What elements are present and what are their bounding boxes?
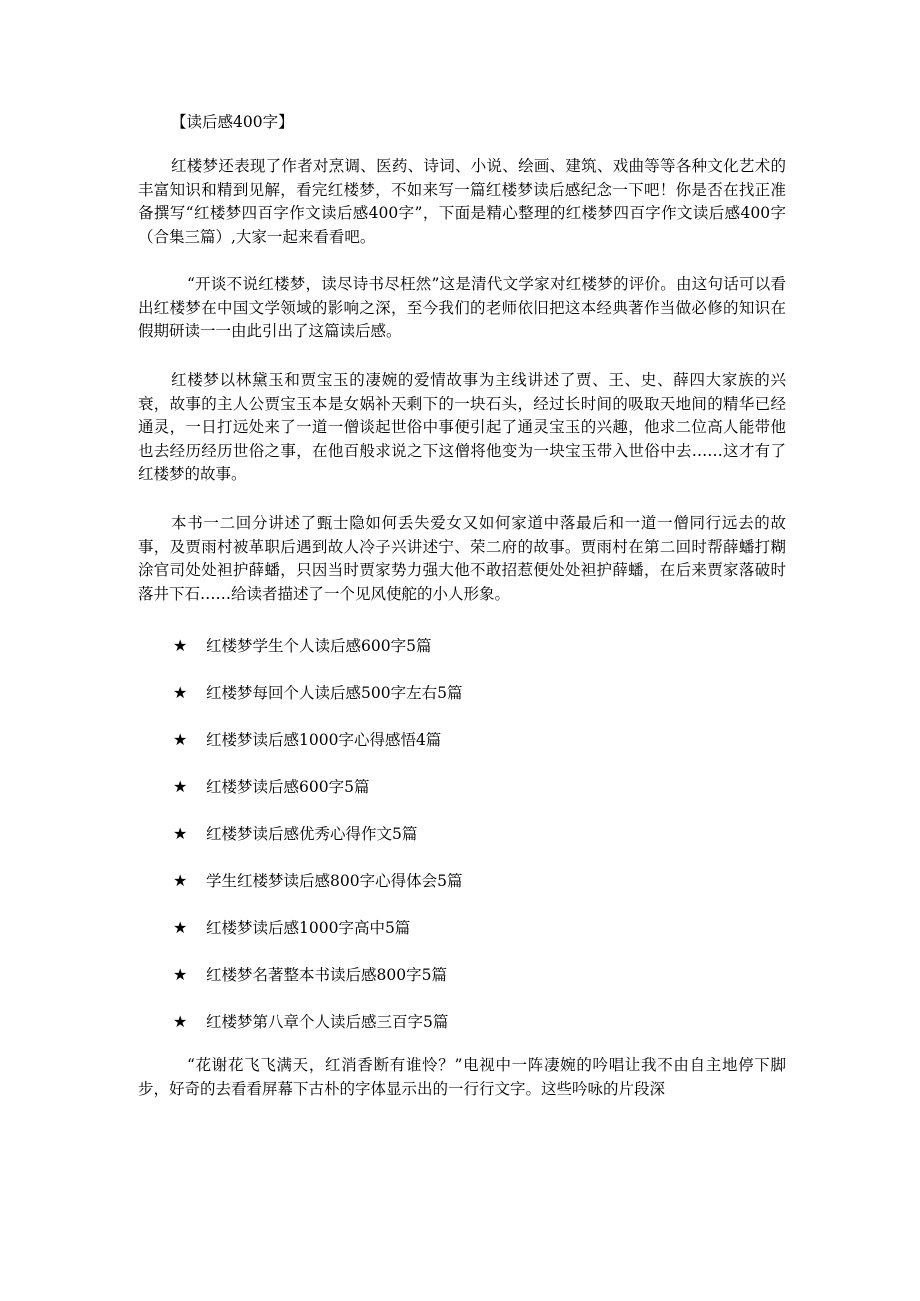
list-item-label: 红楼梦读后感优秀心得作文5篇 (206, 825, 418, 843)
list-item-label: 红楼梦学生个人读后感600字5篇 (206, 637, 432, 655)
list-item-label: 红楼梦每回个人读后感500字左右5篇 (206, 684, 463, 702)
star-icon: ★ (173, 636, 188, 655)
star-icon: ★ (173, 1012, 188, 1031)
star-icon: ★ (173, 824, 188, 843)
story-paragraph: 红楼梦以林黛玉和贾宝玉的凄婉的爱情故事为主线讲述了贾、王、史、薛四大家族的兴衰，故事的主人公贾宝玉本是女娲补天剩下的一块石头，经过长时间的吸取天地间的精华已经通灵，一日打远处来了一道一僧谈起世俗中事便引起了通灵宝玉的兴趣，他求二位高人能带他也去经历经历世俗之事，在他百般求说之下这僧将他变为一块宝玉带入世俗中去……这才有了红楼梦的故事。 (138, 371, 786, 483)
list-item-label: 红楼梦读后感600字5篇 (206, 778, 370, 796)
list-item[interactable] (173, 869, 462, 916)
list-item-label: 红楼梦第八章个人读后感三百字5篇 (206, 1013, 449, 1031)
star-icon: ★ (173, 918, 188, 937)
list-item-label: 学生红楼梦读后感800字心得体会5篇 (206, 872, 463, 890)
list-item[interactable] (173, 822, 462, 869)
list-item[interactable] (173, 681, 462, 728)
star-icon: ★ (173, 730, 188, 749)
document-title: 【读后感400字】 (171, 113, 294, 131)
quote-paragraph: “开谈不说红楼梦，读尽诗书尽枉然”这是清代文学家对红楼梦的评价。由这句话可以看出红楼梦在中国文学领域的影响之深，至今我们的老师依旧把这本经典著作当做必修的知识在假期研读一一由此引出了这篇读后感。 (138, 275, 786, 340)
closing-paragraph: “花谢花飞飞满天，红消香断有谁怜？”电视中一阵凄婉的吟唱让我不由自主地停下脚步，好奇的去看看屏幕下古朴的字体显示出的一行行文字。这些吟咏的片段深 (138, 1056, 786, 1098)
star-icon: ★ (173, 871, 188, 890)
related-articles-list (173, 634, 462, 1057)
list-item-label: 红楼梦读后感1000字心得感悟4篇 (206, 731, 442, 749)
intro-paragraph: 红楼梦还表现了作者对烹调、医药、诗词、小说、绘画、建筑、戏曲等等各种文化艺术的丰富知识和精到见解，看完红楼梦，不如来写一篇红楼梦读后感纪念一下吧！你是否在找正准备撰写“红楼梦四百字作文读后感400字”，下面是精心整理的红楼梦四百字作文读后感400字（合集三篇）,大家一起来看看吧。 (138, 157, 786, 246)
list-item-label: 红楼梦名著整本书读后感800字5篇 (206, 966, 447, 984)
star-icon: ★ (173, 777, 188, 796)
list-item[interactable] (173, 1010, 462, 1057)
star-icon: ★ (173, 683, 188, 702)
chapters-paragraph: 本书一二回分讲述了甄士隐如何丢失爱女又如何家道中落最后和一道一僧同行远去的故事，及贾雨村被革职后遇到故人冷子兴讲述宁、荣二府的故事。贾雨村在第二回时帮薛蟠打糊涂官司处处袒护薛蟠，只因当时贾家势力强大他不敢招惹便处处袒护薛蟠，在后来贾家落破时落井下石……给读者描述了一个见风使舵的小人形象。 (138, 514, 786, 603)
list-item[interactable] (173, 728, 462, 775)
star-icon: ★ (173, 965, 188, 984)
list-item-label: 红楼梦读后感1000字高中5篇 (206, 919, 411, 937)
list-item[interactable] (173, 775, 462, 822)
list-item[interactable] (173, 963, 462, 1010)
list-item[interactable] (173, 634, 462, 681)
list-item[interactable] (173, 916, 462, 963)
